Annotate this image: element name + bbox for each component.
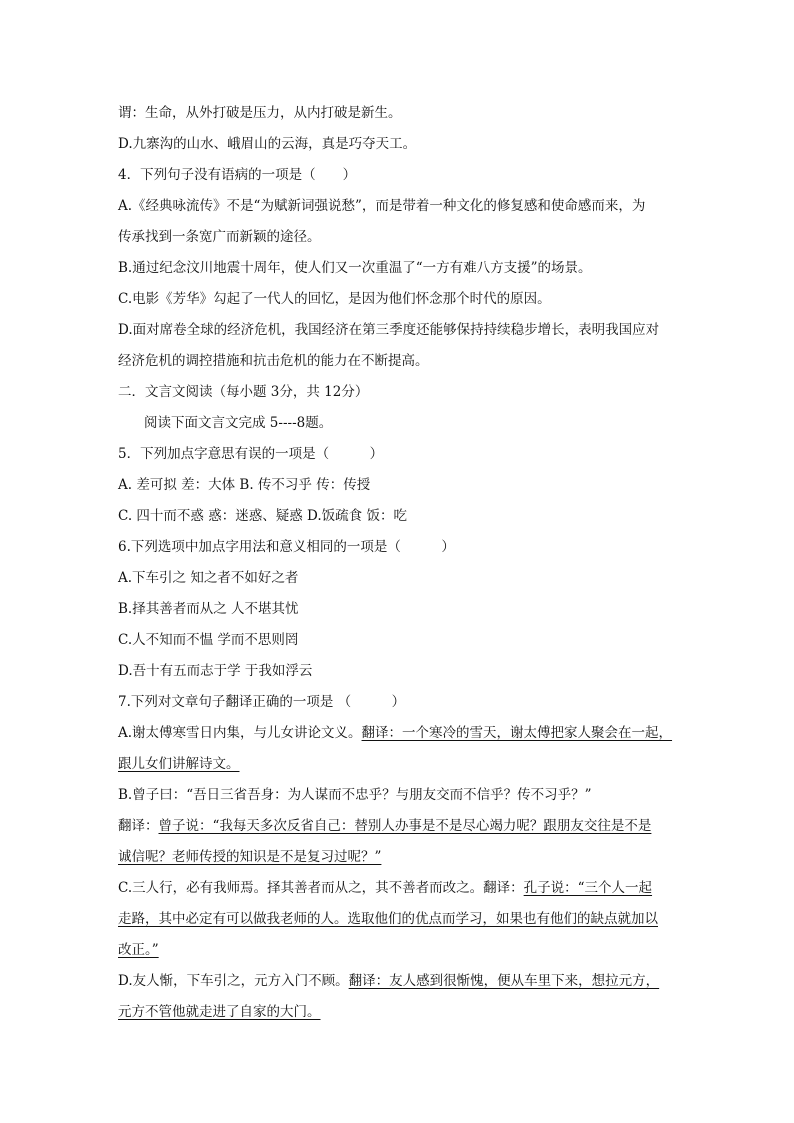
text-line — [118, 501, 688, 532]
text-line — [118, 439, 688, 470]
text-line — [118, 191, 688, 222]
underlined-translation: 跟儿女们讲解诗文。 — [118, 756, 240, 772]
text-line — [118, 625, 688, 656]
text-line — [118, 377, 688, 408]
text-line — [118, 749, 688, 780]
text-line — [118, 873, 688, 904]
line-text: 传承找到一条宽广而新颖的途径。 — [118, 229, 321, 245]
line-text: 4．下列句子没有语病的一项是（ ） — [118, 167, 357, 183]
line-text: C.人不知而不愠 学而不思则罔 — [118, 632, 299, 648]
text-line — [118, 687, 688, 718]
line-text: 阅读下面文言文完成 5----8题。 — [144, 415, 333, 431]
text-line — [118, 935, 688, 966]
underlined-translation: 翻译：友人感到很惭愧，便从车里下来，想拉元方， — [348, 973, 660, 989]
line-text: B.择其善者而从之 人不堪其忧 — [118, 601, 299, 617]
text-line — [118, 780, 688, 811]
line-text: C. 四十而不惑 惑：迷惑、疑惑 D.饭疏食 饭：吃 — [118, 508, 407, 524]
text-line — [118, 718, 688, 749]
text-line — [118, 284, 688, 315]
line-text: A. 差可拟 差：大体 B. 传不习乎 传：传授 — [118, 477, 371, 493]
text-line — [118, 470, 688, 501]
line-text: 谓：生命，从外打破是压力，从内打破是新生。 — [118, 105, 402, 121]
line-text: A.《经典咏流传》不是“为赋新词强说愁”，而是带着一种文化的修复感和使命感而来，为 — [118, 198, 646, 214]
text-line — [118, 563, 688, 594]
text-line — [118, 346, 688, 377]
line-text: 二．文言文阅读（每小题 3分，共 12分） — [118, 384, 369, 400]
text-line — [118, 408, 688, 439]
text-line — [118, 594, 688, 625]
text-line — [118, 222, 688, 253]
line-text: B.曾子曰：“吾日三省吾身：为人谋而不忠乎？与朋友交而不信乎？传不习乎？” — [118, 787, 592, 803]
text-line — [118, 160, 688, 191]
line-text: D.九寨沟的山水、峨眉山的云海，真是巧夺天工。 — [118, 136, 417, 152]
line-text: B.通过纪念汶川地震十周年，使人们又一次重温了“一方有难八方支援”的场景。 — [118, 260, 592, 276]
underlined-translation: 翻译：一个寒冷的雪天，谢太傅把家人聚会在一起， — [361, 725, 673, 741]
document-page — [118, 98, 688, 1028]
text-line — [118, 811, 688, 842]
line-text: 翻译： — [118, 818, 159, 834]
text-line — [118, 904, 688, 935]
line-text: D.友人惭，下车引之，元方入门不顾。 — [118, 973, 349, 989]
line-text: A.谢太傅寒雪日内集，与儿女讲论文义。 — [118, 725, 362, 741]
line-text: D.面对席卷全球的经济危机，我国经济在第三季度还能够保持持续稳步增长，表明我国应对 — [118, 322, 660, 338]
line-text: C.电影《芳华》勾起了一代人的回忆，是因为他们怀念那个时代的原因。 — [118, 291, 551, 307]
text-line — [118, 532, 688, 563]
underlined-translation: 孔子说：“三个人一起 — [523, 880, 653, 896]
text-line — [118, 129, 688, 160]
text-line — [118, 656, 688, 687]
underlined-translation: 走路，其中必定有可以做我老师的人。选取他们的优点而学习，如果也有他们的缺点就加以 — [118, 911, 658, 927]
line-text: A.下车引之 知之者不如好之者 — [118, 570, 299, 586]
line-text: 6.下列选项中加点字用法和意义相同的一项是（ ） — [118, 539, 455, 555]
line-text: C.三人行，必有我师焉。择其善者而从之，其不善者而改之。翻译： — [118, 880, 524, 896]
text-line — [118, 98, 688, 129]
underlined-translation: 曾子说：“我每天多次反省自己：替别人办事是不是尽心竭力呢？跟朋友交往是不是 — [158, 818, 652, 834]
line-text: D.吾十有五而志于学 于我如浮云 — [118, 663, 313, 679]
text-line — [118, 966, 688, 997]
line-text: 5．下列加点字意思有误的一项是（ ） — [118, 446, 384, 462]
underlined-translation: 诚信呢？老师传授的知识是不是复习过呢？” — [118, 849, 382, 865]
text-line — [118, 842, 688, 873]
underlined-translation: 改正。” — [118, 942, 159, 958]
text-line — [118, 997, 688, 1028]
underlined-translation: 元方不管他就走进了自家的大门。 — [118, 1004, 321, 1020]
text-line — [118, 253, 688, 284]
line-text: 经济危机的调控措施和抗击危机的能力在不断提高。 — [118, 353, 429, 369]
line-text: 7.下列对文章句子翻译正确的一项是 （ ） — [118, 694, 406, 710]
text-line — [118, 315, 688, 346]
